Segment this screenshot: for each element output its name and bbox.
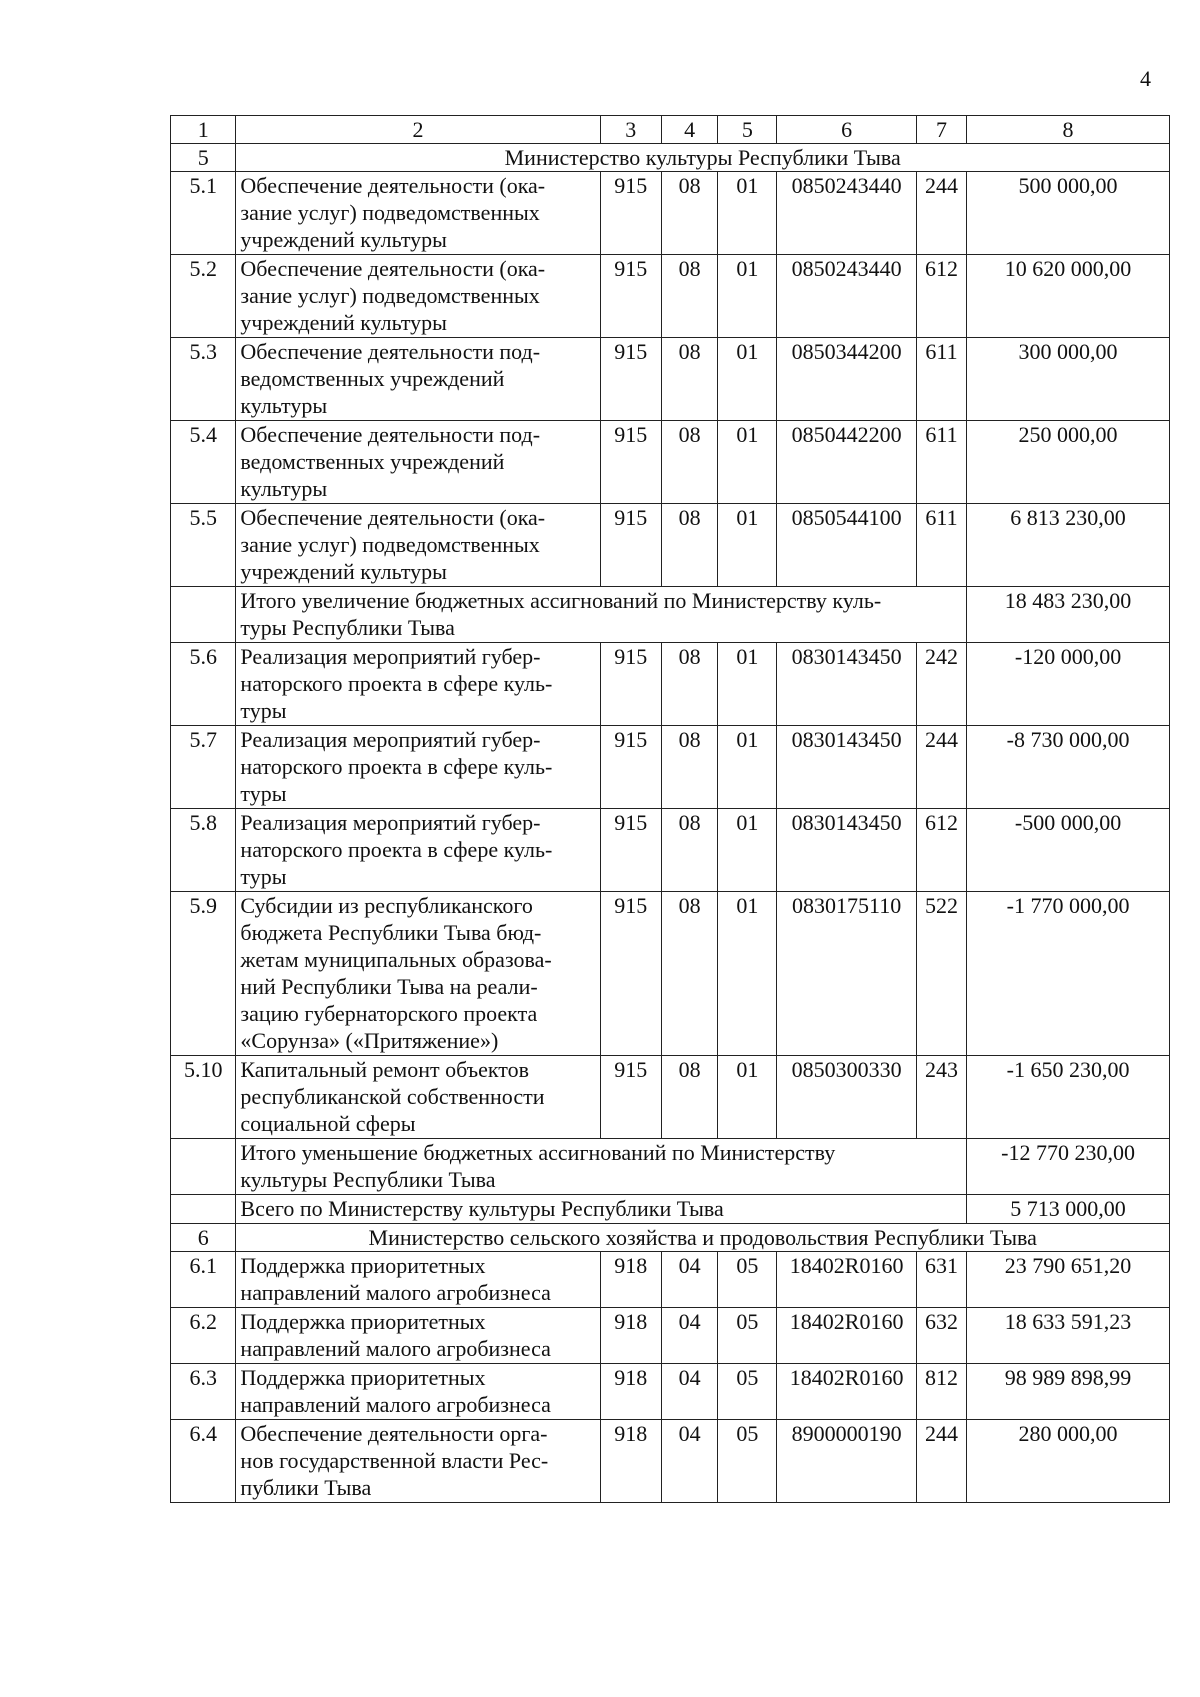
row-code-c4: 04 — [661, 1308, 718, 1364]
row-description: Субсидии из республиканского бюджета Республики Тыва бюд- жетам муниципальных образова- ний Республики Тыва на реали- зацию губернаторского проекта «Сорунза» («Притяжение») — [236, 892, 600, 1056]
table-row — [171, 1308, 1170, 1364]
row-number-empty — [171, 1139, 236, 1195]
row-description: Обеспечение деятельности под- ведомственных учреждений культуры — [236, 338, 600, 421]
row-amount: 23 790 651,20 — [967, 1252, 1170, 1308]
table-row — [171, 892, 1170, 1056]
row-amount: 6 813 230,00 — [967, 504, 1170, 587]
row-code-c7: 612 — [916, 809, 966, 892]
header-cell-8: 8 — [967, 116, 1170, 144]
row-amount: -120 000,00 — [967, 643, 1170, 726]
table-row — [171, 643, 1170, 726]
row-code-c4: 08 — [661, 172, 718, 255]
row-amount: 280 000,00 — [967, 1420, 1170, 1503]
row-code-c6: 0850243440 — [777, 255, 917, 338]
row-code-c6: 0830143450 — [777, 809, 917, 892]
row-number: 5.3 — [171, 338, 236, 421]
header-cell-3: 3 — [600, 116, 661, 144]
row-code-c5: 05 — [718, 1308, 777, 1364]
table-row — [171, 1364, 1170, 1420]
total-label: Итого увеличение бюджетных ассигнований по Министерству куль- туры Республики Тыва — [236, 587, 967, 643]
row-description: Поддержка приоритетных направлений малого агробизнеса — [236, 1364, 600, 1420]
row-code-c5: 05 — [718, 1364, 777, 1420]
row-code-c3: 915 — [600, 172, 661, 255]
row-code-c3: 918 — [600, 1252, 661, 1308]
row-code-c4: 08 — [661, 643, 718, 726]
row-number: 6.1 — [171, 1252, 236, 1308]
row-code-c5: 01 — [718, 643, 777, 726]
total-amount: -12 770 230,00 — [967, 1139, 1170, 1195]
table-row — [171, 1420, 1170, 1503]
row-code-c6: 0830143450 — [777, 726, 917, 809]
row-code-c4: 08 — [661, 892, 718, 1056]
row-code-c3: 915 — [600, 809, 661, 892]
row-code-c6: 0830175110 — [777, 892, 917, 1056]
row-number: 5.4 — [171, 421, 236, 504]
row-code-c6: 0850300330 — [777, 1056, 917, 1139]
table-row — [171, 1252, 1170, 1308]
row-code-c7: 244 — [916, 1420, 966, 1503]
section-number: 5 — [171, 144, 236, 172]
row-code-c5: 05 — [718, 1420, 777, 1503]
row-code-c4: 04 — [661, 1364, 718, 1420]
row-number: 5.8 — [171, 809, 236, 892]
row-code-c5: 01 — [718, 172, 777, 255]
total-row — [171, 1195, 1170, 1224]
row-code-c5: 01 — [718, 504, 777, 587]
row-number: 5.6 — [171, 643, 236, 726]
row-code-c7: 244 — [916, 172, 966, 255]
row-code-c5: 01 — [718, 726, 777, 809]
row-code-c3: 915 — [600, 504, 661, 587]
row-code-c7: 812 — [916, 1364, 966, 1420]
table-row — [171, 172, 1170, 255]
table-body — [171, 116, 1170, 1503]
row-description: Реализация мероприятий губер- наторского проекта в сфере куль- туры — [236, 726, 600, 809]
row-code-c7: 522 — [916, 892, 966, 1056]
row-number: 5.9 — [171, 892, 236, 1056]
header-cell-2: 2 — [236, 116, 600, 144]
total-label: Всего по Министерству культуры Республики Тыва — [236, 1195, 967, 1224]
row-number-empty — [171, 1195, 236, 1224]
row-number: 5.2 — [171, 255, 236, 338]
row-code-c4: 08 — [661, 726, 718, 809]
section-row — [171, 144, 1170, 172]
row-code-c4: 08 — [661, 338, 718, 421]
row-amount: 300 000,00 — [967, 338, 1170, 421]
row-code-c5: 01 — [718, 255, 777, 338]
table-row — [171, 809, 1170, 892]
row-description: Обеспечение деятельности под- ведомственных учреждений культуры — [236, 421, 600, 504]
row-amount: 18 633 591,23 — [967, 1308, 1170, 1364]
row-code-c4: 08 — [661, 1056, 718, 1139]
row-code-c3: 918 — [600, 1364, 661, 1420]
row-code-c3: 918 — [600, 1308, 661, 1364]
row-code-c5: 01 — [718, 421, 777, 504]
row-code-c4: 08 — [661, 255, 718, 338]
row-number: 5.5 — [171, 504, 236, 587]
row-code-c7: 244 — [916, 726, 966, 809]
header-cell-5: 5 — [718, 116, 777, 144]
row-code-c7: 243 — [916, 1056, 966, 1139]
row-code-c7: 242 — [916, 643, 966, 726]
row-code-c7: 612 — [916, 255, 966, 338]
row-description: Обеспечение деятельности (ока- зание услуг) подведомственных учреждений культуры — [236, 255, 600, 338]
row-code-c3: 918 — [600, 1420, 661, 1503]
row-description: Поддержка приоритетных направлений малого агробизнеса — [236, 1308, 600, 1364]
row-description: Обеспечение деятельности орга- нов государственной власти Рес- публики Тыва — [236, 1420, 600, 1503]
table-row — [171, 726, 1170, 809]
header-cell-6: 6 — [777, 116, 917, 144]
row-code-c7: 611 — [916, 338, 966, 421]
table-row — [171, 1056, 1170, 1139]
total-row — [171, 587, 1170, 643]
row-description: Реализация мероприятий губер- наторского проекта в сфере куль- туры — [236, 809, 600, 892]
row-code-c4: 08 — [661, 421, 718, 504]
row-code-c4: 08 — [661, 809, 718, 892]
row-code-c5: 05 — [718, 1252, 777, 1308]
row-code-c6: 0850243440 — [777, 172, 917, 255]
row-description: Капитальный ремонт объектов республиканской собственности социальной сферы — [236, 1056, 600, 1139]
row-amount: 250 000,00 — [967, 421, 1170, 504]
section-title: Министерство культуры Республики Тыва — [236, 144, 1170, 172]
row-code-c6: 0850344200 — [777, 338, 917, 421]
row-description: Обеспечение деятельности (ока- зание услуг) подведомственных учреждений культуры — [236, 172, 600, 255]
header-cell-4: 4 — [661, 116, 718, 144]
row-code-c4: 04 — [661, 1420, 718, 1503]
header-row — [171, 116, 1170, 144]
row-number: 6.2 — [171, 1308, 236, 1364]
table-row — [171, 504, 1170, 587]
row-code-c5: 01 — [718, 1056, 777, 1139]
row-amount: 98 989 898,99 — [967, 1364, 1170, 1420]
total-amount: 18 483 230,00 — [967, 587, 1170, 643]
row-amount: -8 730 000,00 — [967, 726, 1170, 809]
row-description: Обеспечение деятельности (ока- зание услуг) подведомственных учреждений культуры — [236, 504, 600, 587]
header-cell-7: 7 — [916, 116, 966, 144]
row-code-c7: 631 — [916, 1252, 966, 1308]
budget-table — [170, 115, 1170, 1503]
row-code-c3: 915 — [600, 892, 661, 1056]
row-code-c6: 18402R0160 — [777, 1308, 917, 1364]
row-code-c3: 915 — [600, 421, 661, 504]
row-code-c6: 18402R0160 — [777, 1364, 917, 1420]
header-cell-1: 1 — [171, 116, 236, 144]
section-number: 6 — [171, 1224, 236, 1252]
row-code-c7: 611 — [916, 504, 966, 587]
row-code-c3: 915 — [600, 338, 661, 421]
row-code-c3: 915 — [600, 726, 661, 809]
row-code-c6: 8900000190 — [777, 1420, 917, 1503]
total-amount: 5 713 000,00 — [967, 1195, 1170, 1224]
row-code-c6: 0830143450 — [777, 643, 917, 726]
section-title: Министерство сельского хозяйства и продовольствия Республики Тыва — [236, 1224, 1170, 1252]
row-code-c4: 08 — [661, 504, 718, 587]
row-number: 6.3 — [171, 1364, 236, 1420]
row-amount: -1 770 000,00 — [967, 892, 1170, 1056]
row-amount: -1 650 230,00 — [967, 1056, 1170, 1139]
row-number: 5.1 — [171, 172, 236, 255]
row-code-c3: 915 — [600, 643, 661, 726]
row-code-c6: 0850544100 — [777, 504, 917, 587]
page-number: 4 — [1140, 66, 1151, 91]
row-description: Поддержка приоритетных направлений малого агробизнеса — [236, 1252, 600, 1308]
row-amount: -500 000,00 — [967, 809, 1170, 892]
table-row — [171, 338, 1170, 421]
table-row — [171, 255, 1170, 338]
row-code-c7: 611 — [916, 421, 966, 504]
row-code-c3: 915 — [600, 255, 661, 338]
row-number-empty — [171, 587, 236, 643]
row-code-c3: 915 — [600, 1056, 661, 1139]
row-amount: 500 000,00 — [967, 172, 1170, 255]
row-code-c6: 18402R0160 — [777, 1252, 917, 1308]
row-description: Реализация мероприятий губер- наторского проекта в сфере куль- туры — [236, 643, 600, 726]
row-code-c5: 01 — [718, 338, 777, 421]
row-code-c4: 04 — [661, 1252, 718, 1308]
section-row — [171, 1224, 1170, 1252]
row-amount: 10 620 000,00 — [967, 255, 1170, 338]
row-code-c6: 0850442200 — [777, 421, 917, 504]
row-code-c5: 01 — [718, 809, 777, 892]
row-number: 6.4 — [171, 1420, 236, 1503]
row-number: 5.7 — [171, 726, 236, 809]
row-number: 5.10 — [171, 1056, 236, 1139]
row-code-c5: 01 — [718, 892, 777, 1056]
row-code-c7: 632 — [916, 1308, 966, 1364]
total-row — [171, 1139, 1170, 1195]
total-label: Итого уменьшение бюджетных ассигнований по Министерству культуры Республики Тыва — [236, 1139, 967, 1195]
table-row — [171, 421, 1170, 504]
